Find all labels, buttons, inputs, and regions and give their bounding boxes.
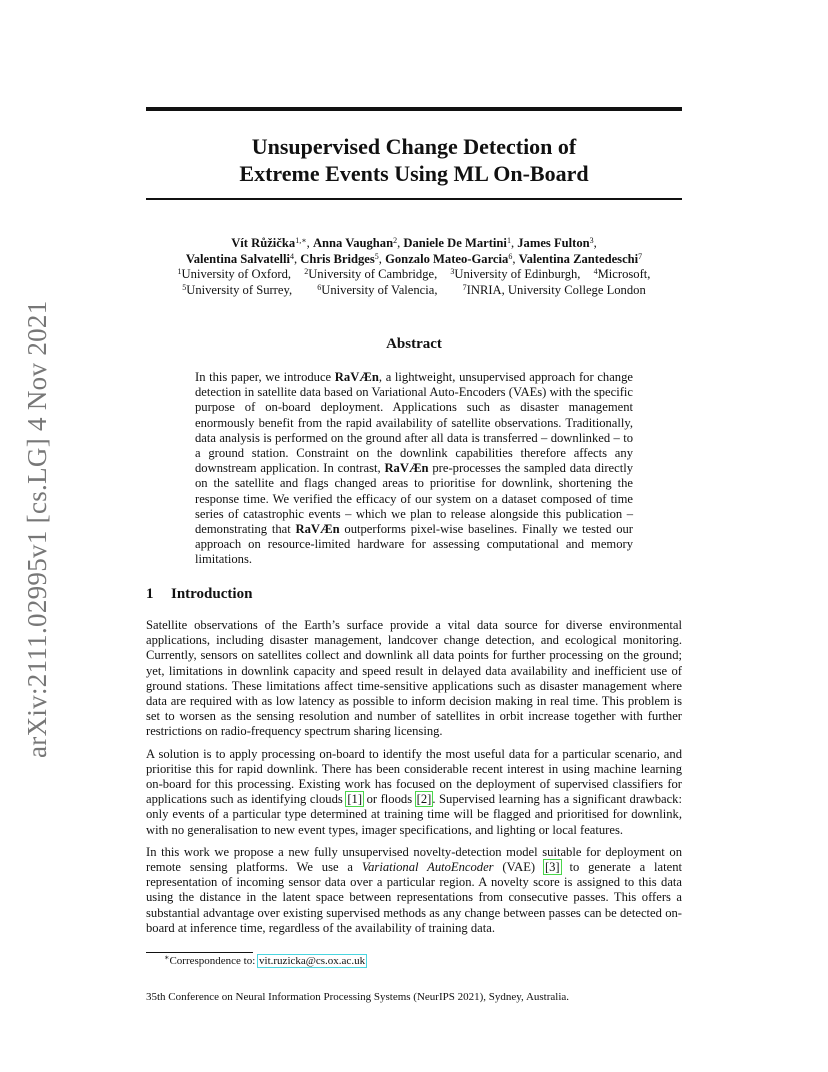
author-affiliation-mark: 2: [393, 236, 398, 245]
affiliation-name: Microsoft,: [597, 267, 651, 281]
footnote-rule: [146, 952, 253, 953]
affiliation-name: University of Edinburgh,: [454, 267, 581, 281]
author-affiliation-mark: 1: [506, 236, 511, 245]
affiliation-line-1: [146, 267, 682, 283]
introduction-body: [146, 618, 682, 943]
section-title: Introduction: [171, 586, 253, 602]
author-line-2: Valentina Salvatelli$^4$, Chris Bridges$^5$, Gonzalo Mateo-Garcia$^6$, Valentina Zantedeschi$^7$: [185, 251, 643, 266]
arxiv-identifier-stamp: arXiv:2111.02995v1 [cs.LG] 4 Nov 2021: [22, 300, 52, 758]
paragraph-segment: to generate a latent representation of incoming sensor data over a particular region. A novelty score is assigned to this data using the distance in the latent space between representations from consecutive passes. This offers a substantial advantage over existing supervised methods as any change between passes can be detected on-board at inference time, regardless of the availability of training data.: [146, 860, 682, 935]
author-name: James Fulton: [517, 236, 590, 250]
method-name: RaVÆn: [384, 461, 429, 476]
author-affiliation-mark: 6: [508, 251, 513, 261]
affiliation-mark: 7: [462, 282, 467, 292]
author-affiliation-mark: 4: [289, 251, 294, 261]
affiliation-mark: 2: [304, 267, 309, 276]
affiliation-name: INRIA, University College London: [466, 282, 646, 297]
paragraph: Satellite observations of the Earth’s surface provide a vital data source for diverse environmental applications, including disaster management, landcover change detection, and ecological monitoring. Currently, sensors on satellites collect and downlink all data points for further processing on the ground; yet, limitations in downlink capacity and speed result in delayed data availability and inefficient use of ground stations. These limitations affect time-sensitive applications such as disaster management where data are required with as low latency as possible to inform decision making in real time. This problem is set to worsen as the sensing resolution and number of satellites in orbit increase together with further restrictions on radio-frequency spectrum sharing licensing.: [146, 618, 682, 739]
paragraph-segment: A solution is to apply processing on-board to identify the most useful data for a particular scenario, and prioritise this for rapid downlink. There has been considerable recent interest in using machine learning on-board for this processing. Existing work has focused on the deployment of supervised classifiers for applications such as identifying clouds: [146, 746, 682, 807]
abstract-segment: outperforms pixel-wise baselines. Finally we tested our approach on resource-limited hardware for assessing computational and memory limitations.: [195, 522, 633, 567]
citation-link[interactable]: [3]: [544, 860, 560, 875]
paragraph: [146, 845, 682, 936]
paragraph-segment: . Supervised learning has a significant drawback: only events of a particular type determined at training time will be flagged and prioritised for downlink, with no generalisation to new event types, imager specifications, and lighting or local features.: [146, 792, 682, 837]
author-name: Valentina Salvatelli: [185, 251, 290, 266]
method-name: RaVÆn: [334, 370, 379, 384]
author-line-1: Vít Růžička$^{1,∗}$, Anna Vaughan$^2$, Daniele De Martini$^1$, James Fulton$^3$,: [231, 236, 597, 250]
author-name: Anna Vaughan: [312, 236, 394, 250]
conference-note: 35th Conference on Neural Information Processing Systems (NeurIPS 2021), Sydney, Australia.: [146, 991, 570, 1003]
abstract-segment: pre-processes the sampled data directly on the satellite and flags changed areas to prioritise for downlink, shortening the response time. We verified the efficacy of our system on a dataset composed of time series of catastrophic events – which we plan to release alongside this publication – demonstrating that: [195, 461, 633, 537]
section-number: 1: [146, 586, 154, 602]
affiliation-mark: 5: [182, 282, 187, 292]
abstract-segment: In this paper, we introduce: [195, 370, 335, 384]
abstract-heading: Abstract: [386, 336, 442, 352]
affiliation-name: University of Cambridge,: [308, 267, 438, 281]
citation-link[interactable]: [1]: [347, 792, 363, 807]
affiliation-name: University of Oxford,: [181, 267, 292, 281]
affiliation-name: University of Surrey,: [186, 282, 293, 297]
affiliation-mark: 4: [593, 267, 598, 276]
abstract-text: [195, 370, 633, 568]
author-affiliation-mark: 5: [374, 251, 379, 261]
abstract-segment: , a lightweight, unsupervised approach for change detection in satellite data based on Variational Auto-Encoders (VAEs) with the specific purpose of on-board deployment. Applications such as disaster management enormously benefit from the rapid availability of satellite observations. Traditionally, data analysis is performed on the ground after all data is transferred – downlinked – to a ground station. Constraint on the downlink capabilities therefore affects any downstream application. In contrast,: [195, 370, 633, 476]
footnote-text: Correspondence to:: [169, 955, 259, 967]
paragraph: [146, 747, 682, 838]
affiliation-mark: 3: [450, 267, 455, 276]
method-name: RaVÆn: [295, 522, 340, 537]
section-heading-introduction: [146, 586, 682, 603]
title-line-2: Extreme Events Using ML On-Board: [239, 161, 589, 186]
paragraph-segment: (VAE): [493, 860, 544, 875]
citation-link[interactable]: [2]: [416, 792, 432, 807]
footnote-mark: ∗: [164, 953, 170, 962]
paragraph-segment: or floods: [363, 792, 416, 807]
affiliation-mark: 6: [317, 282, 322, 292]
paragraph-segment: In this work we propose a new fully unsupervised novelty-detection model suitable for deployment on remote sensing platforms. We use a: [146, 844, 682, 875]
author-name: Vít Růžička: [231, 236, 296, 250]
author-affiliation-mark: 3: [589, 236, 594, 245]
italic-term: Variational AutoEncoder: [361, 860, 494, 875]
author-affiliation-mark: 1,∗: [295, 236, 307, 245]
title-line-1: Unsupervised Change Detection of: [251, 134, 577, 159]
author-name: Valentina Zantedeschi: [518, 251, 639, 266]
title-top-rule: [146, 107, 682, 111]
email-link[interactable]: vit.ruzicka@cs.ox.ac.uk: [259, 955, 366, 967]
affiliation-name: University of Valencia,: [321, 282, 438, 297]
author-name: Chris Bridges: [300, 251, 375, 266]
author-name: Gonzalo Mateo-Garcia: [385, 251, 509, 266]
author-name: Daniele De Martini: [403, 236, 507, 250]
author-affiliation-mark: 7: [638, 251, 643, 261]
title-bottom-rule: [146, 198, 682, 200]
paper-title: [146, 133, 682, 187]
affiliation-mark: 1: [177, 267, 182, 276]
affiliation-line-2: [146, 283, 682, 299]
author-block: [146, 236, 682, 298]
footnote: [164, 955, 366, 968]
